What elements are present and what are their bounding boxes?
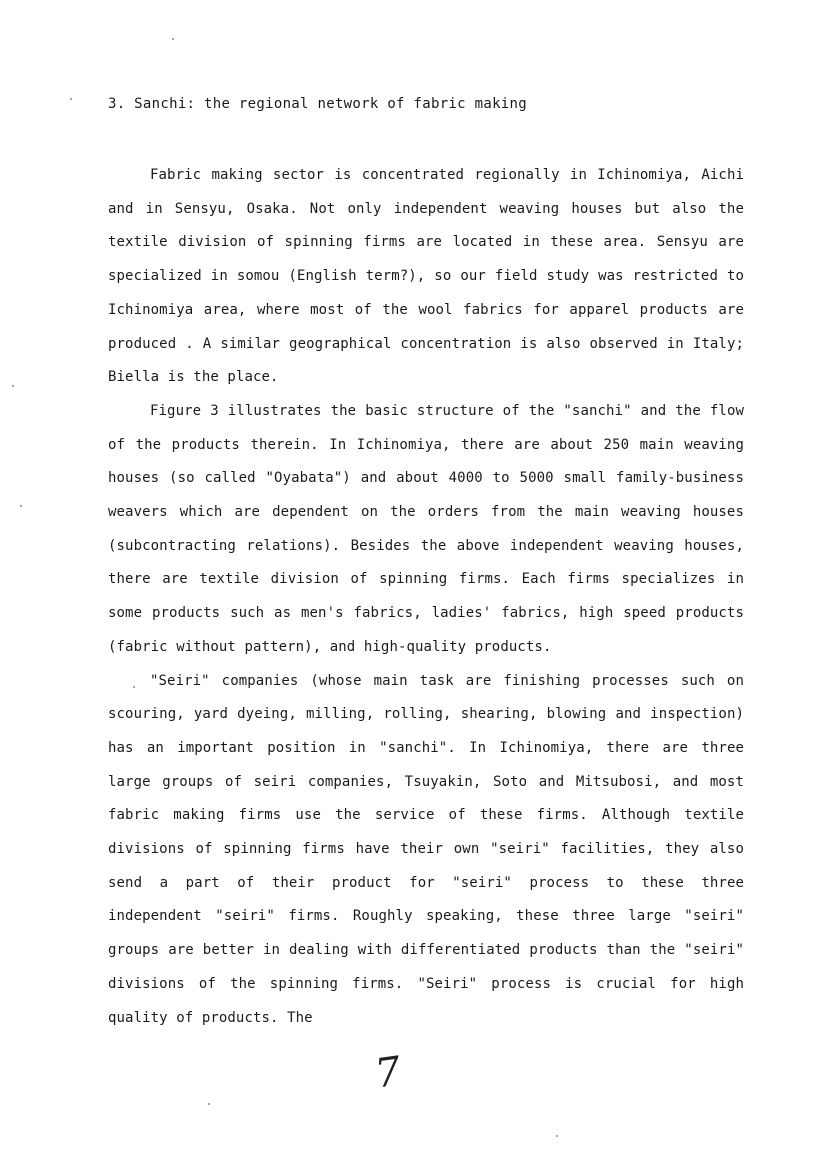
scan-speck <box>70 98 72 100</box>
paragraph-1: Fabric making sector is concentrated regionally in Ichinomiya, Aichi and in Sensyu, Osaka. Not only independent weaving houses but also the textile division of spinning firms are located in these area. Sensyu are specialized in somou (English term?), so our field study was restricted to Ichinomiya area, where most of the wool fabrics for apparel products are produced . A similar geographical concentration is also observed in Italy; Biella is the place. <box>108 167 744 386</box>
paragraph-2: Figure 3 illustrates the basic structure of the "sanchi" and the flow of the products therein. In Ichinomiya, there are about 250 main weaving houses (so called "Oyabata") and about 4000 to 5000 small family-business weavers which are dependent on the orders from the main weaving houses (subcontracting relations). Besides the above independent weaving houses, there are textile division of spinning firms. Each firms specializes in some products such as men's fabrics, ladies' fabrics, high speed products (fabric without pattern), and high-quality products. <box>108 402 744 655</box>
scan-speck <box>208 1103 210 1105</box>
section-heading: 3. Sanchi: the regional network of fabric making <box>108 96 527 112</box>
scan-speck <box>20 505 22 507</box>
scan-speck <box>12 385 14 387</box>
scan-speck <box>556 1135 558 1137</box>
scan-speck <box>133 686 135 688</box>
page-number: 7 <box>372 1048 404 1098</box>
paragraph-3: "Seiri" companies (whose main task are finishing processes such on scouring, yard dyeing, milling, rolling, shearing, blowing and inspection) has an important position in "sanchi". In Ichinomiya, there are three large groups of seiri companies, Tsuyakin, Soto and Mitsubosi, and most fabric making firms use the service of these firms. Although textile divisions of spinning firms have their own "seiri" facilities, they also send a part of their product for "seiri" process to these three independent "seiri" firms. Roughly speaking, these three large "seiri" groups are better in dealing with differentiated products than the "seiri" divisions of the spinning firms. "Seiri" process is crucial for high quality of products. The <box>108 672 744 1026</box>
scan-speck <box>172 38 174 40</box>
body-text <box>108 159 744 1035</box>
